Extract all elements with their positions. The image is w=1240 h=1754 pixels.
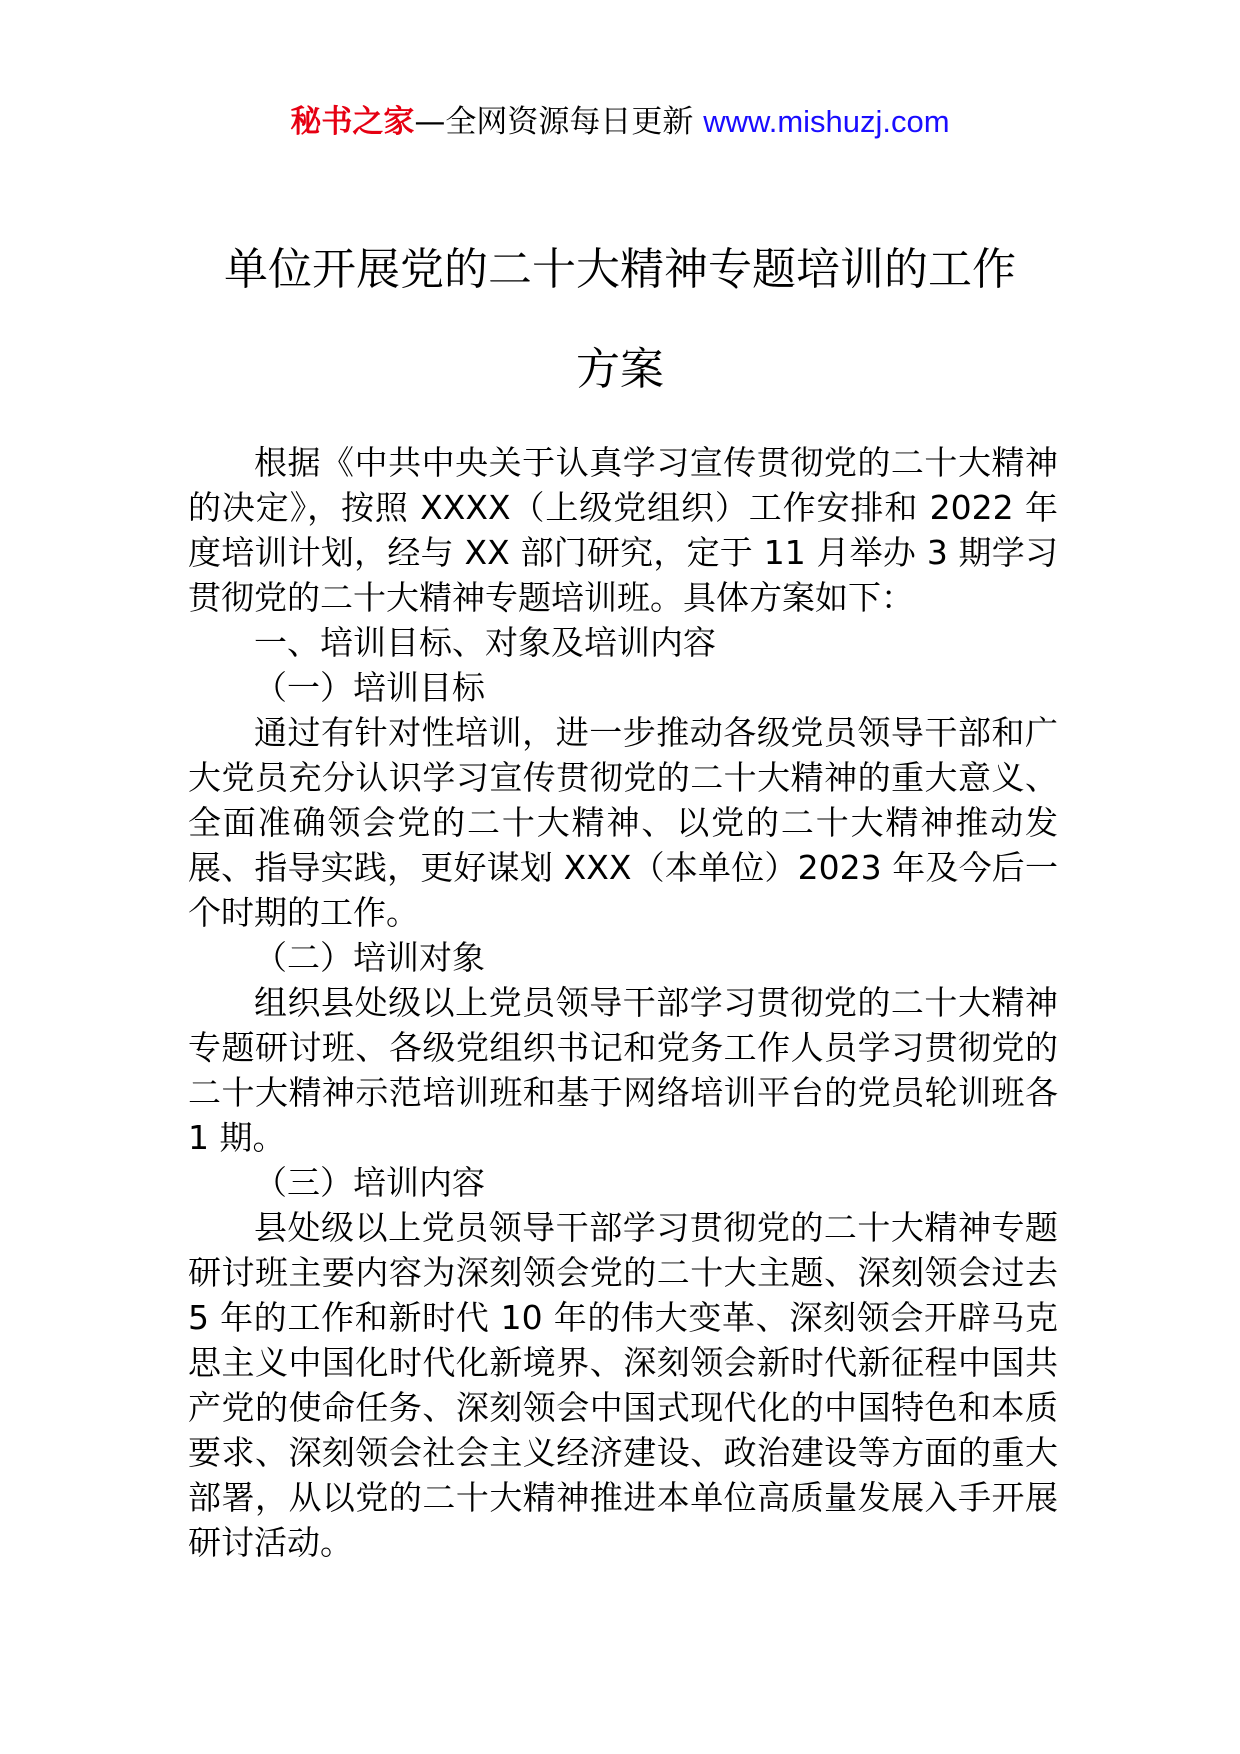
document-title-line-2: 方案 [576, 344, 664, 395]
site-brand: 秘书之家 [290, 104, 415, 140]
intro-paragraph: 根据《中共中央关于认真学习宣传贯彻党的二十大精神的决定》，按照 XXXX（上级党组织）工作安排和 2022 年度培训计划，经与 XX 部门研究，定于 11 月举办 3 期学习贯彻党的二十大精神专题培训班。具体方案如下： [188, 443, 1058, 617]
section-1-heading: 一、培训目标、对象及培训内容 [254, 623, 716, 662]
subsection-2-heading: （二）培训对象 [254, 938, 485, 977]
site-url-link[interactable]: www.mishuzj.com [703, 104, 950, 139]
subsection-2-paragraph: 组织县处级以上党员领导干部学习贯彻党的二十大精神专题研讨班、各级党组织书记和党务工作人员学习贯彻党的二十大精神示范培训班和基于网络培训平台的党员轮训班各 1 期。 [188, 983, 1058, 1157]
subsection-3-paragraph: 县处级以上党员领导干部学习贯彻党的二十大精神专题研讨班主要内容为深刻领会党的二十大主题、深刻领会过去 5 年的工作和新时代 10 年的伟大变革、深刻领会开辟马克思主义中国化时代化新境界、深刻领会新时代新征程中国共产党的使命任务、深刻领会中国式现代化的中国特色和本质要求、深刻领会社会主义经济建设、政治建设等方面的重大部署，从以党的二十大精神推进本单位高质量发展入手开展研讨活动。 [188, 1208, 1058, 1562]
document-title-line-1: 单位开展党的二十大精神专题培训的工作 [224, 244, 1016, 295]
document-body [188, 440, 1058, 1565]
document-title [150, 220, 1090, 420]
site-header [0, 100, 1240, 144]
subsection-3-heading: （三）培训内容 [254, 1163, 485, 1202]
subsection-1-heading: （一）培训目标 [254, 668, 485, 707]
site-tagline: —全网资源每日更新 [414, 104, 704, 140]
subsection-1-paragraph: 通过有针对性培训，进一步推动各级党员领导干部和广大党员充分认识学习宣传贯彻党的二十大精神的重大意义、全面准确领会党的二十大精神、以党的二十大精神推动发展、指导实践，更好谋划 XXX（本单位）2023 年及今后一个时期的工作。 [188, 713, 1058, 932]
